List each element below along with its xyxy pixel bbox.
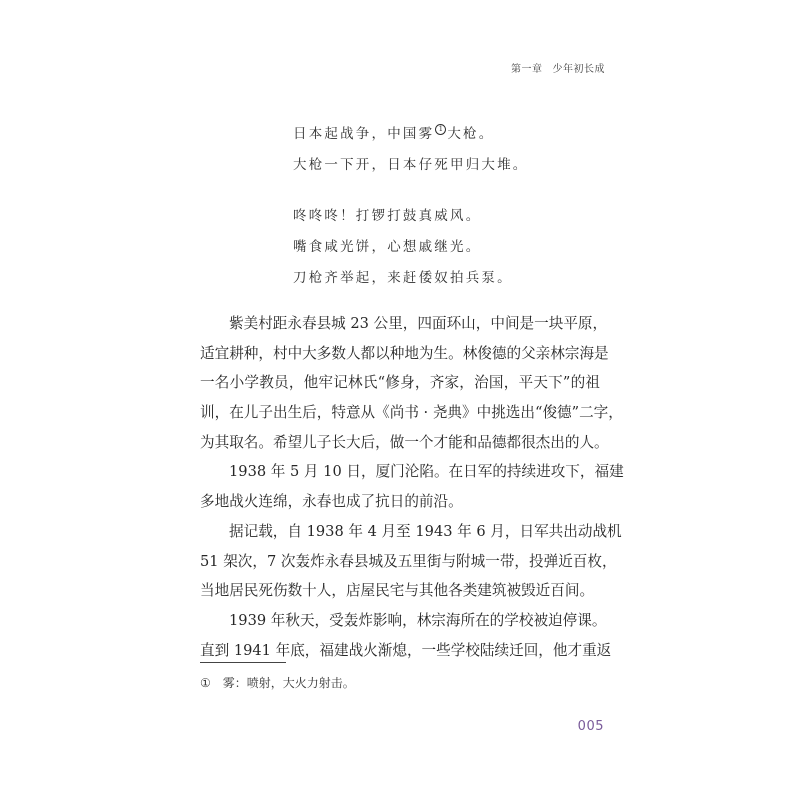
text-line: 为其取名。希望儿子长大后，做一个才能和品德都很杰出的人。	[200, 433, 609, 451]
footnote-divider	[200, 662, 286, 663]
header-chapter: 第一章	[511, 64, 543, 75]
footnote	[200, 674, 355, 691]
page-number: 005	[577, 719, 604, 734]
text-line: 据记载，自 1938 年 4 月至 1943 年 6 月，日军共出动战机	[229, 522, 622, 540]
text-line: 多地战火连绵，永春也成了抗日的前沿。	[200, 493, 463, 511]
header-title: 少年初长成	[552, 64, 605, 75]
poem-line: 大枪一下开，日本仔死甲归大堆。	[293, 157, 529, 173]
poem-line: 咚咚咚！打锣打鼓真威风。	[293, 208, 482, 224]
text-line: 1938 年 5 月 10 日，厦门沦陷。在日军的持续进攻下，福建	[229, 463, 624, 481]
poem-stanza-1	[293, 119, 593, 181]
poem-line-text: 日本起战争，中国雾	[293, 126, 435, 142]
poem-line: 嘴食咸光饼，心想戚继光。	[293, 239, 482, 255]
footnote-text: 雾：喷射，大火力射击。	[222, 676, 355, 690]
poem-stanza-2	[293, 201, 593, 294]
footnote-number: ①	[200, 676, 211, 690]
running-header	[511, 60, 605, 75]
text-line: 当地居民死伤数十人，店屋民宅与其他各类建筑被毁近百间。	[200, 582, 595, 600]
text-line: 直到 1941 年底，福建战火渐熄，一些学校陆续迁回，他才重返	[200, 641, 612, 659]
poem-line: 刀枪齐举起，来赶倭奴拍兵泵。	[293, 270, 513, 286]
text-line: 1939 年秋天，受轰炸影响，林宗海所在的学校被迫停课。	[229, 611, 607, 629]
body-text	[200, 309, 624, 665]
poem-line-text: 大枪。	[447, 126, 495, 142]
text-line: 一名小学教员，他牢记林氏“修身，齐家，治国，平天下”的祖	[200, 374, 600, 392]
text-line: 适宜耕种，村中大多数人都以种地为生。林俊德的父亲林宗海是	[200, 344, 609, 362]
text-line: 训，在儿子出生后，特意从《尚书 · 尧典》中挑选出“俊德”二字，	[200, 404, 623, 422]
text-line: 51 架次，7 次轰炸永春县城及五里街与附城一带，投弹近百枚，	[200, 552, 617, 570]
footnote-reference-mark: 1	[435, 124, 446, 135]
poem-line	[293, 119, 593, 150]
text-line: 紫美村距永春县城 23 公里，四面环山，中间是一块平原，	[229, 315, 608, 332]
